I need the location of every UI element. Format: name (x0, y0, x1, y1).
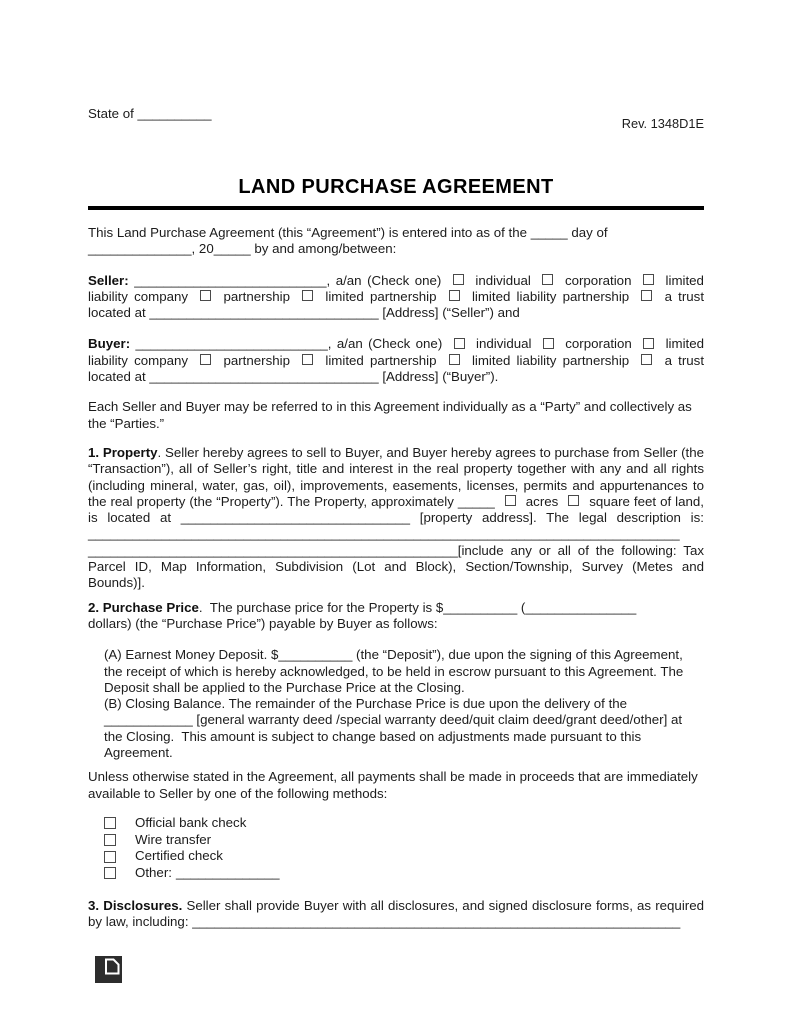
seller-located-text: located at (88, 305, 146, 321)
buyer-option-llp: limited liability partnership (471, 352, 630, 368)
buyer-option-llc: limited liability company (88, 336, 705, 368)
buyer-address-blank[interactable]: _______________________________ (149, 369, 379, 385)
seller-paragraph (88, 273, 704, 322)
wire-transfer-checkbox[interactable] (104, 834, 116, 846)
other-method-blank[interactable]: ______________ (175, 865, 280, 881)
buyer-label: Buyer: (88, 336, 131, 352)
legal-description-tail: __________________________________________________[include any or all of the following: Tax Parcel ID, Map Information, Subdivision (Lot and Block), Section/Township, Survey (Metes and Bounds)]. (88, 542, 704, 591)
buyer-llc-checkbox[interactable] (643, 338, 654, 349)
buyer-option-individual: individual (476, 336, 532, 352)
page-header (88, 106, 704, 140)
buyer-located-text: located at (88, 369, 146, 385)
seller-option-llp: limited liability partnership (471, 288, 630, 304)
section1-body-start: . Seller hereby agrees to sell to Buyer, and Buyer hereby agrees to purchase from Seller (the “Transaction”), all of Seller’s right, title and interest in the real property together with any and all rights (including mineral, water, gas, oil), improvements, easements, licenses, permits and appurtenances to the real property (the “Property”). The Property, approximately _____ (88, 444, 704, 509)
deposit-block (104, 647, 704, 761)
section2-price-blanks[interactable]: . The purchase price for the Property is $__________ (_______________ (198, 599, 637, 615)
buyer-option-partnership: partnership (223, 352, 290, 368)
seller-option-partnership: partnership (223, 288, 290, 304)
seller-partnership-checkbox[interactable] (200, 290, 211, 301)
seller-option-limited-partnership: limited partnership (325, 288, 437, 304)
seller-individual-checkbox[interactable] (453, 274, 464, 285)
seller-corporation-checkbox[interactable] (542, 274, 553, 285)
official-bank-check-checkbox[interactable] (104, 817, 116, 829)
closing-balance-clause: (B) Closing Balance. The remainder of the Purchase Price is due upon the delivery of the ____________ [general warranty deed /special warranty deed/quit claim deed/grant deed/other] at the Closing. This amount is subject to change based on adjustments made pursuant to this Agreement. (104, 696, 683, 761)
section2-intro-line2: dollars) (the “Purchase Price”) payable by Buyer as follows: (88, 615, 438, 631)
seller-limited-partnership-checkbox[interactable] (302, 290, 313, 301)
revision-label: Rev. 1348D1E (621, 116, 704, 131)
property-address-blank[interactable]: _______________________________ (180, 510, 411, 526)
buyer-option-limited-partnership: limited partnership (325, 352, 437, 368)
square-feet-checkbox[interactable] (568, 495, 579, 506)
acres-checkbox[interactable] (505, 495, 516, 506)
buyer-limited-partnership-checkbox[interactable] (302, 354, 313, 365)
wire-transfer-label: Wire transfer (135, 831, 212, 847)
state-of-line (88, 106, 212, 122)
section1-heading: 1. Property (88, 444, 158, 460)
official-bank-check-label: Official bank check (135, 814, 247, 830)
buyer-option-trust: a trust (664, 352, 705, 368)
earnest-money-clause: (A) Earnest Money Deposit. $__________ (the “Deposit”), due upon the signing of this Agreement, the receipt of which is hereby acknowledged, to be held in escrow pursuant to this Agreement. The Deposit shall be applied to the Purchase Price at the Closing. (104, 647, 684, 695)
payment-methods-list (104, 815, 704, 882)
section2-intro-line1 (88, 600, 704, 616)
buyer-partnership-checkbox[interactable] (200, 354, 211, 365)
buyer-llp-checkbox[interactable] (449, 354, 460, 365)
section3-disclosures (88, 898, 704, 931)
seller-address-suffix: [Address] (“Seller”) and (382, 305, 520, 321)
buyer-name-blank[interactable]: __________________________ (135, 336, 328, 352)
buyer-paragraph (88, 336, 704, 385)
section1-body-end: [property address]. The legal description is: (419, 510, 704, 526)
seller-trust-checkbox[interactable] (641, 290, 652, 301)
payment-method-item (104, 848, 704, 865)
document-title: LAND PURCHASE AGREEMENT (238, 176, 554, 198)
seller-address-blank[interactable]: _______________________________ (149, 305, 379, 321)
legaltemplates-logo (95, 956, 122, 983)
section1-property (88, 445, 704, 592)
parties-clause: Each Seller and Buyer may be referred to in this Agreement individually as a “Party” and collectively as the “Parties.” (88, 399, 692, 431)
buyer-trust-checkbox[interactable] (641, 354, 652, 365)
seller-name-blank[interactable]: __________________________ (134, 272, 327, 288)
buyer-individual-checkbox[interactable] (454, 338, 465, 349)
buyer-corporation-checkbox[interactable] (543, 338, 554, 349)
section3-heading: 3. Disclosures. (88, 897, 183, 913)
state-of-blank[interactable]: __________ (137, 106, 212, 121)
section3-body: Seller shall provide Buyer with all disclosures, and signed disclosure forms, as required by law, including: (88, 897, 704, 930)
payment-method-item (104, 865, 704, 882)
payment-methods-intro: Unless otherwise stated in the Agreement, all payments shall be made in proceeds that are immediately available to Seller by one of the following methods: (88, 769, 698, 801)
intro-paragraph: This Land Purchase Agreement (this “Agreement”) is entered into as of the _____ day of ______________, 20_____ by and among/between: (88, 225, 608, 257)
section2-heading: 2. Purchase Price (88, 599, 199, 615)
certified-check-checkbox[interactable] (104, 851, 116, 863)
state-of-label: State of (88, 106, 134, 121)
seller-llc-checkbox[interactable] (643, 274, 654, 285)
payment-method-item (104, 832, 704, 849)
buyer-entity-prompt: , a/an (Check one) (327, 336, 443, 352)
other-method-checkbox[interactable] (104, 867, 116, 879)
buyer-option-corporation: corporation (565, 336, 632, 352)
payment-method-item (104, 815, 704, 832)
seller-option-individual: individual (475, 272, 531, 288)
legaltemplates-logo-icon (95, 956, 122, 983)
seller-option-llc: limited liability company (88, 272, 704, 304)
acres-label: acres (525, 493, 559, 509)
seller-option-trust: a trust (664, 288, 705, 304)
section2-purchase-price (88, 600, 704, 633)
disclosures-blank[interactable]: __________________________________________________________________ (192, 914, 681, 930)
certified-check-label: Certified check (135, 848, 223, 864)
other-method-label: Other: (135, 865, 172, 881)
seller-llp-checkbox[interactable] (449, 290, 460, 301)
title-divider (88, 206, 704, 210)
buyer-address-suffix: [Address] (“Buyer”). (382, 369, 499, 385)
sqft-label: square feet of land, is located at (88, 493, 704, 526)
seller-entity-prompt: , a/an (Check one) (326, 272, 442, 288)
seller-label: Seller: (88, 272, 129, 288)
seller-option-corporation: corporation (564, 272, 632, 288)
legal-description-blank-line[interactable]: ________________________________________________________________________________ (88, 526, 680, 542)
